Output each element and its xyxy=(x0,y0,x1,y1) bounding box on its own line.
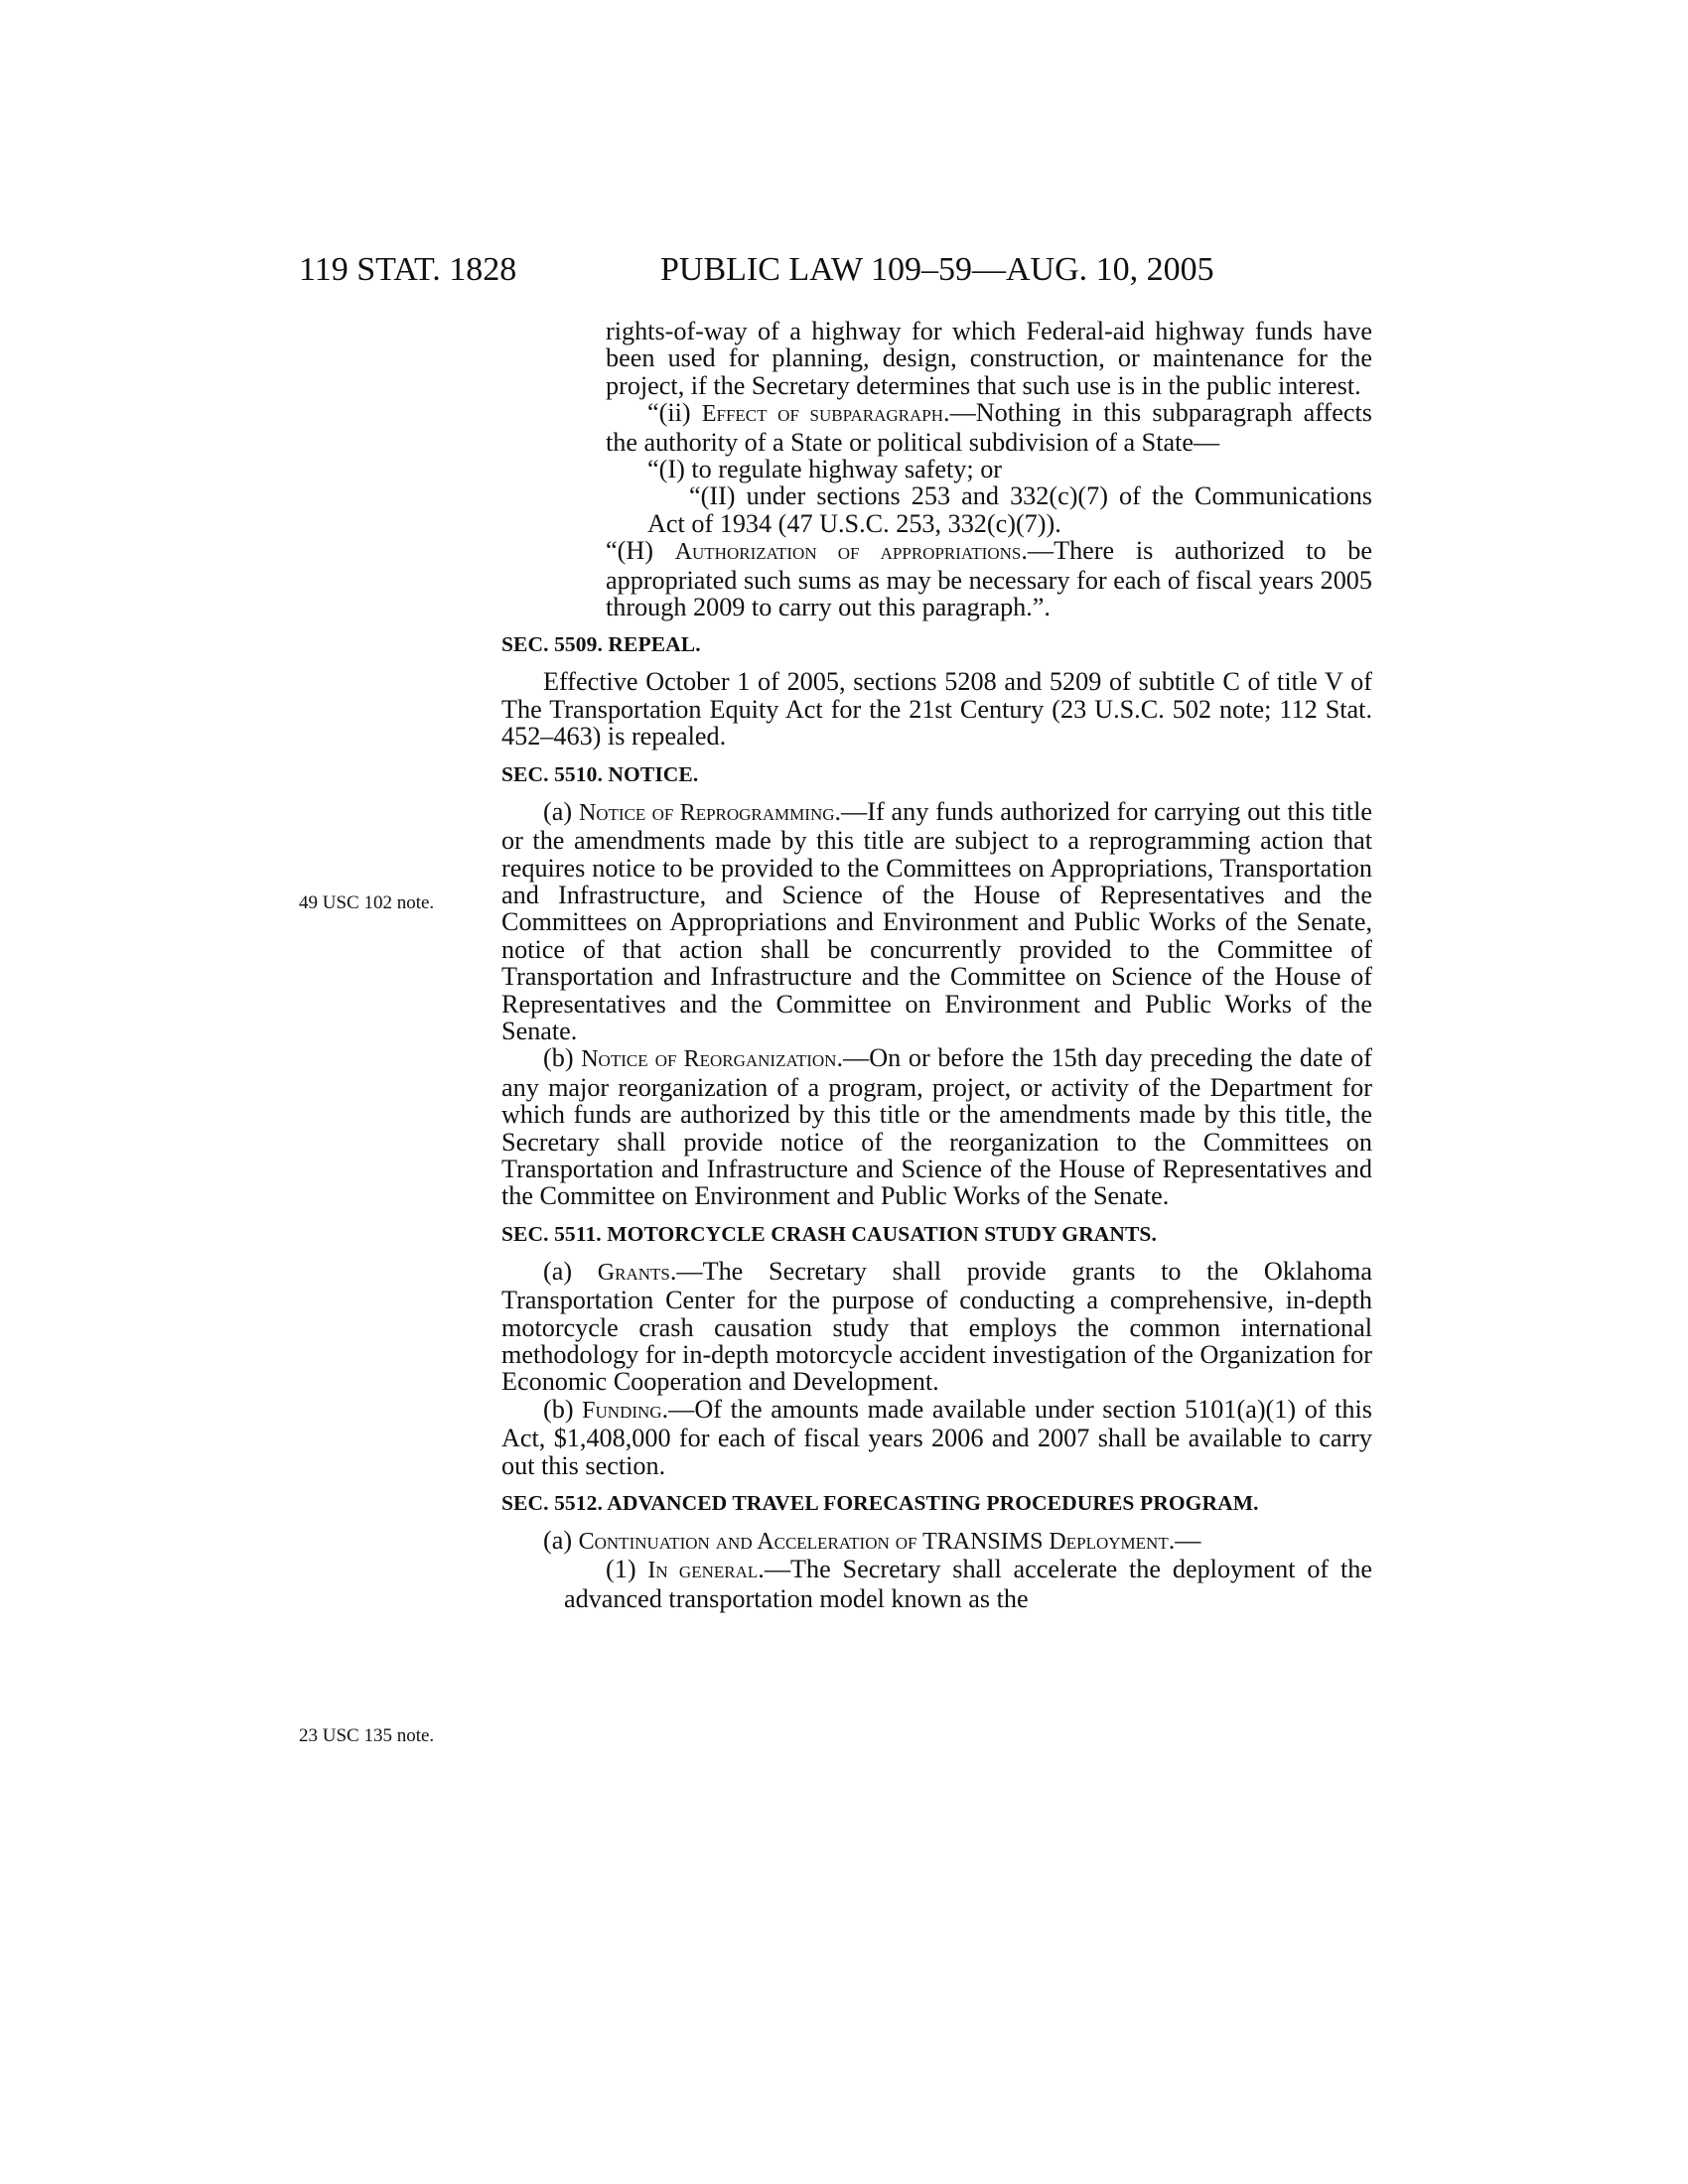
section-5512-a-1: (1) In general.—The Secretary shall accelerate the deployment of the advanced transportation model known as the xyxy=(564,1555,1372,1613)
section-5510-a: (a) Notice of Reprogramming.—If any funds authorized for carrying out this title or the amendments made by this title are subject to a reprogramming action that requires notice to be provided to the Committees on Appropriations, Transportation and Infrastructure, and Science of the House of Representatives and the Committees on Appropriations and Environment and Public Works of the Senate, notice of that action shall be concurrently provided to the Committee of Transportation and Infrastructure and the Committee on Science of the House of Representatives and the Committee on Environment and Public Works of the Senate. xyxy=(501,796,1372,1045)
paragraph-rights-of-way: rights-of-way of a highway for which Federal-aid highway funds have been used for planning, design, construction, or maintenance for the project, if the Secretary determines that such use is in the public interest. xyxy=(606,317,1372,400)
subsection-heading: Grants xyxy=(597,1259,670,1286)
section-5509-heading: SEC. 5509. REPEAL. xyxy=(501,632,701,657)
subsection-heading: Funding xyxy=(582,1397,662,1424)
section-5511-a: (a) Grants.—The Secretary shall provide grants to the Oklahoma Transportation Center for the purpose of conducting a comprehensive, in-depth motorcycle crash causation study that employs the common international methodology for in-depth motorcycle accident investigation of the Organization for Economic Cooperation and Development. xyxy=(501,1256,1372,1397)
paragraph-heading: In general xyxy=(647,1558,759,1584)
section-5512-a: (a) Continuation and Acceleration of TRANSIMS Deployment.— xyxy=(543,1526,1201,1556)
subclause-i: “(I) to regulate highway safety; or xyxy=(647,455,1003,484)
margin-note-sec5512: 23 USC 135 note. xyxy=(299,1725,435,1746)
subclause-ii: “(II) under sections 253 and 332(c)(7) of the Communications Act of 1934 (47 U.S.C. 253, 332(c)(7)). xyxy=(647,481,1372,538)
public-law-citation: PUBLIC LAW 109–59—AUG. 10, 2005 xyxy=(660,251,1214,288)
section-5511-b: (b) Funding.—Of the amounts made available under section 5101(a)(1) of this Act, $1,408,000 for each of fiscal years 2006 and 2007 shall be available to carry out this section. xyxy=(501,1394,1372,1480)
section-5511-heading: SEC. 5511. MOTORCYCLE CRASH CAUSATION STUDY GRANTS. xyxy=(501,1221,1157,1246)
margin-note-sec5510: 49 USC 102 note. xyxy=(299,892,435,913)
section-5512-heading: SEC. 5512. ADVANCED TRAVEL FORECASTING PROCEDURES PROGRAM. xyxy=(501,1491,1259,1516)
subsection-heading: Notice of Reorganization xyxy=(581,1046,837,1073)
section-5509-text: Effective October 1 of 2005, sections 5208 and 5209 of subtitle C of title V of The Transportation Equity Act for the 21st Century (23 U.S.C. 502 note; 112 Stat. 452–463) is repealed. xyxy=(501,667,1372,751)
subsection-heading: Notice of Reprogramming xyxy=(578,799,835,826)
clause-ii-effect: “(ii) Effect of subparagraph.—Nothing in this subparagraph affects the authority of a State or political subdivision of a State— xyxy=(606,398,1372,457)
section-5510-b: (b) Notice of Reorganization.—On or before the 15th day preceding the date of any major reorganization of a program, project, or activity of the Department for which funds are authorized by this title or the amendments made by this title, the Secretary shall provide notice of the reorganization to the Committees on Transportation and Infrastructure and Science of the House of Representatives and the Committee on Environment and Public Works of the Senate. xyxy=(501,1043,1372,1211)
document-body xyxy=(501,318,1372,1612)
subparagraph-h: “(H) Authorization of appropriations.—There is authorized to be appropriated such sums as may be necessary for each of fiscal years 2005 through 2009 to carry out this paragraph.”. xyxy=(606,536,1372,622)
section-5510-heading: SEC. 5510. NOTICE. xyxy=(501,761,699,786)
subparagraph-heading: Authorization of appropriations xyxy=(674,539,1022,566)
stat-page-number: 119 STAT. 1828 xyxy=(299,251,517,288)
subsection-heading: Continuation and Acceleration of TRANSIMS Deployment xyxy=(578,1529,1169,1556)
clause-heading: Effect of subparagraph xyxy=(701,401,944,428)
